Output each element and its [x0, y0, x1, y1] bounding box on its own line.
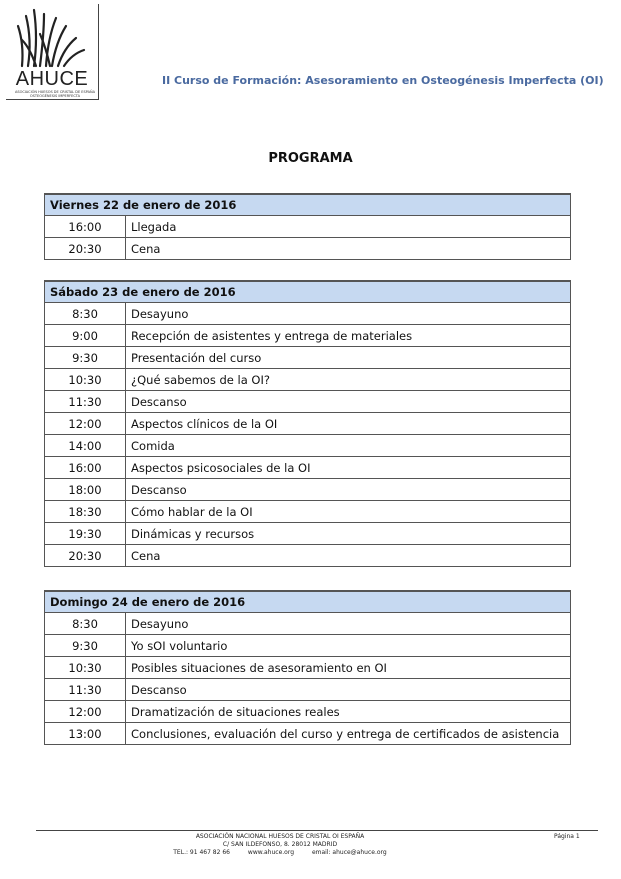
activity-cell: Aspectos clínicos de la OI — [126, 413, 571, 435]
table-row — [45, 501, 571, 523]
table-row — [45, 657, 571, 679]
activity-cell: Desayuno — [126, 303, 571, 325]
schedule-table-saturday — [44, 280, 571, 567]
table-row — [45, 391, 571, 413]
footer-org: ASOCIACIÓN NACIONAL HUESOS DE CRISTAL OI ESPAÑA — [195, 833, 365, 840]
table-row — [45, 457, 571, 479]
time-cell: 16:00 — [45, 457, 126, 479]
time-cell: 12:00 — [45, 413, 126, 435]
footer-email-link[interactable]: email: ahuce@ahuce.org — [311, 849, 387, 856]
table-row — [45, 679, 571, 701]
time-cell: 11:30 — [45, 391, 126, 413]
table-row — [45, 545, 571, 567]
table-row — [45, 325, 571, 347]
time-cell: 14:00 — [45, 435, 126, 457]
footer-contact — [120, 849, 440, 857]
time-cell: 11:30 — [45, 679, 126, 701]
activity-cell: Llegada — [126, 216, 571, 238]
table-row — [45, 303, 571, 325]
page-title: PROGRAMA — [268, 151, 353, 166]
time-cell: 16:00 — [45, 216, 126, 238]
footer-phone: TEL.: 91 467 82 66 — [173, 849, 230, 856]
table-row — [45, 723, 571, 745]
time-cell: 18:00 — [45, 479, 126, 501]
header-divider — [98, 4, 99, 100]
table-row — [45, 701, 571, 723]
header-title: II Curso de Formación: Asesoramiento en Osteogénesis Imperfecta (OI) — [162, 74, 604, 87]
time-cell: 10:30 — [45, 657, 126, 679]
footer-divider — [36, 830, 598, 831]
time-cell: 8:30 — [45, 303, 126, 325]
grass-logo-icon — [16, 4, 86, 68]
schedule-table-sunday — [44, 590, 571, 745]
time-cell: 20:30 — [45, 545, 126, 567]
time-cell: 10:30 — [45, 369, 126, 391]
activity-cell: Recepción de asistentes y entrega de materiales — [126, 325, 571, 347]
time-cell: 18:30 — [45, 501, 126, 523]
header-underline — [6, 99, 99, 100]
table-row — [45, 413, 571, 435]
activity-cell: Descanso — [126, 391, 571, 413]
time-cell: 9:00 — [45, 325, 126, 347]
table-row — [45, 613, 571, 635]
activity-cell: Cómo hablar de la OI — [126, 501, 571, 523]
table-row — [45, 369, 571, 391]
footer-web-link[interactable]: www.ahuce.org — [247, 849, 295, 856]
time-cell: 13:00 — [45, 723, 126, 745]
table-row — [45, 347, 571, 369]
table-row — [45, 238, 571, 260]
activity-cell: Dinámicas y recursos — [126, 523, 571, 545]
time-cell: 19:30 — [45, 523, 126, 545]
logo-name: AHUCE — [15, 68, 89, 90]
footer-address: C/ SAN ILDEFONSO, 8. 28012 MADRID — [222, 841, 338, 848]
table-row — [45, 635, 571, 657]
day-heading: Domingo 24 de enero de 2016 — [45, 591, 571, 613]
activity-cell: Conclusiones, evaluación del curso y entrega de certificados de asistencia — [126, 723, 571, 745]
time-cell: 9:30 — [45, 635, 126, 657]
page-header — [0, 0, 621, 100]
activity-cell: Cena — [126, 545, 571, 567]
activity-cell: Desayuno — [126, 613, 571, 635]
activity-cell: Comida — [126, 435, 571, 457]
page-number: Página 1 — [554, 833, 580, 840]
day-heading: Viernes 22 de enero de 2016 — [45, 194, 571, 216]
logo-subtitle: ASOCIACIÓN HUESOS DE CRISTAL DE ESPAÑA OSTEOGÉNESIS IMPERFECTA — [14, 90, 96, 98]
table-row — [45, 435, 571, 457]
time-cell: 8:30 — [45, 613, 126, 635]
activity-cell: Aspectos psicosociales de la OI — [126, 457, 571, 479]
time-cell: 20:30 — [45, 238, 126, 260]
activity-cell: Cena — [126, 238, 571, 260]
activity-cell: ¿Qué sabemos de la OI? — [126, 369, 571, 391]
time-cell: 9:30 — [45, 347, 126, 369]
day-heading: Sábado 23 de enero de 2016 — [45, 281, 571, 303]
table-row — [45, 523, 571, 545]
activity-cell: Presentación del curso — [126, 347, 571, 369]
schedule-table-friday — [44, 193, 571, 260]
activity-cell: Posibles situaciones de asesoramiento en OI — [126, 657, 571, 679]
table-row — [45, 479, 571, 501]
table-row — [45, 216, 571, 238]
ahuce-logo — [6, 4, 98, 100]
activity-cell: Descanso — [126, 479, 571, 501]
activity-cell: Descanso — [126, 679, 571, 701]
activity-cell: Dramatización de situaciones reales — [126, 701, 571, 723]
page-footer — [120, 833, 440, 857]
activity-cell: Yo sOI voluntario — [126, 635, 571, 657]
time-cell: 12:00 — [45, 701, 126, 723]
